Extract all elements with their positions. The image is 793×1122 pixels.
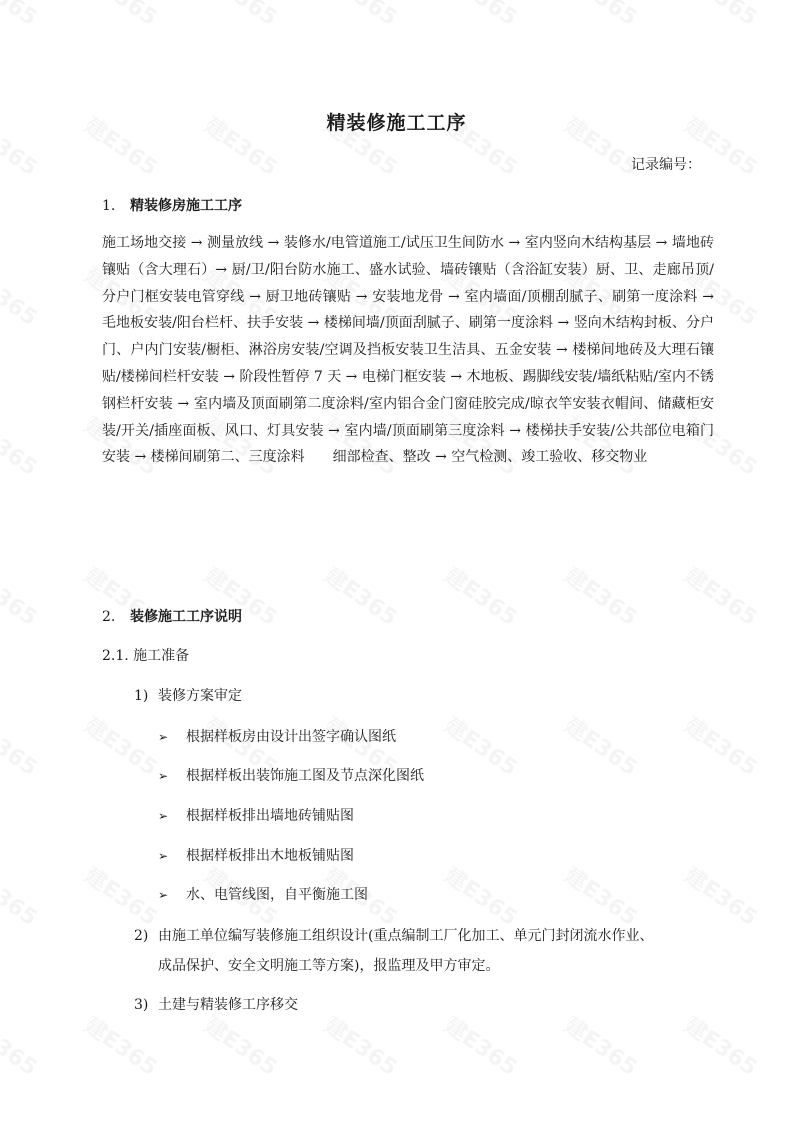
section-1-title: 精装修房施工工序	[130, 198, 242, 214]
watermark-text	[559, 709, 645, 782]
watermark-text	[439, 859, 525, 932]
list-item-number: 1)	[134, 688, 149, 704]
watermark-text	[679, 1009, 765, 1082]
watermark-text	[679, 859, 765, 932]
section-1-heading	[102, 195, 242, 215]
watermark-text	[319, 559, 405, 632]
watermark-text	[319, 1009, 405, 1082]
bullet-text: 根据样板房由设计出签字确认图纸	[186, 729, 396, 745]
watermark-text	[0, 709, 44, 782]
watermark-text	[439, 1009, 525, 1082]
watermark-text	[439, 559, 525, 632]
list-item-number: 2)	[134, 928, 149, 944]
list-item	[134, 925, 654, 974]
list-item-text: 装修方案审定	[158, 688, 242, 704]
bullet-item	[158, 845, 354, 865]
section-2-number: 2.	[102, 609, 116, 625]
arrow-bullet-icon: ➢	[158, 809, 169, 823]
watermark-text	[79, 859, 165, 932]
subsection-2-1-heading: 2.1. 施工准备	[102, 648, 190, 664]
section-1-number: 1.	[102, 198, 116, 214]
arrow-bullet-icon: ➢	[158, 730, 169, 744]
watermark-text	[0, 559, 44, 632]
watermark-text	[679, 0, 765, 32]
list-item-number: 3)	[134, 997, 149, 1013]
bullet-text: 根据样板排出木地板铺贴图	[186, 848, 354, 864]
watermark-text	[559, 559, 645, 632]
list-item-text-continued: 成品保护、安全文明施工等方案)，报监理及甲方审定。	[158, 958, 500, 974]
watermark-text	[559, 1009, 645, 1082]
bullet-item	[158, 805, 354, 825]
bullet-item	[158, 765, 424, 785]
watermark-text	[559, 859, 645, 932]
bullet-text: 根据样板出装饰施工图及节点深化图纸	[186, 768, 424, 784]
watermark-text	[439, 0, 525, 32]
arrow-bullet-icon: ➢	[158, 769, 169, 783]
watermark-text	[79, 0, 165, 32]
watermark-text	[79, 709, 165, 782]
document-title: 精装修施工工序	[326, 112, 467, 134]
list-item	[134, 994, 298, 1014]
watermark-text	[559, 0, 645, 32]
watermark-text	[0, 259, 44, 332]
list-item-text: 土建与精装修工序移交	[158, 997, 298, 1013]
watermark-text	[679, 559, 765, 632]
watermark-text	[199, 1009, 285, 1082]
arrow-bullet-icon: ➢	[158, 888, 169, 902]
watermark-text	[0, 1009, 44, 1082]
bullet-item	[158, 884, 368, 904]
bullet-text: 根据样板排出墙地砖铺贴图	[186, 808, 354, 824]
list-item-text: 由施工单位编写装修施工组织设计(重点编制工厂化加工、单元门封闭流水作业、	[158, 928, 654, 944]
bullet-item	[158, 726, 396, 746]
watermark-text	[0, 409, 44, 482]
process-paragraph: 施工场地交接 → 测量放线 → 装修水/电管道施工/试压卫生间防水 → 室内竖向木结构基层 → 墙地砖镶贴（含大理石）→ 厨/卫/阳台防水施工、盛水试验、墙砖镶贴（含浴缸安装）厨、卫、走廊吊顶/分户门框安装电管穿线 → 厨卫地砖镶贴 → 安装地龙骨 → 室内墙面/顶棚刮腻子、刷第一度涂料 → 毛地板安装/阳台栏杆、扶手安装 → 楼梯间墙/顶面刮腻子、刷第一度涂料 → 竖向木结构封板、分户门、户内门安装/橱柜、淋浴房安装/空调及挡板安装卫生洁具、五金安装 → 楼梯间地砖及大理石镶贴/楼梯间栏杆安装 → 阶段性暂停 7 天 → 电梯门框安装 → 木地板、踢脚线安装/墙纸粘贴/室内不锈钢栏杆安装 → 室内墙及顶面刷第二度涂料/室内铝合金门窗硅胶完成/晾衣竿安装衣帽间、储藏柜安装/开关/插座面板、风口、灯具安装 → 室内墙/顶面刷第三度涂料 → 楼梯扶手安装/公共部位电箱门安装 → 楼梯间刷第二、三度涂料 细部检查、整改 → 空气检测、竣工验收、移交物业	[102, 235, 714, 466]
watermark-text	[79, 1009, 165, 1082]
section-2-heading	[102, 606, 242, 626]
list-item	[134, 685, 242, 705]
watermark-text	[199, 0, 285, 32]
arrow-bullet-icon: ➢	[158, 849, 169, 863]
section-2-title: 装修施工工序说明	[130, 609, 242, 625]
watermark-text	[679, 709, 765, 782]
watermark-text	[0, 0, 44, 32]
watermark-text	[0, 859, 44, 932]
record-number-label: 记录编号：	[631, 157, 701, 173]
watermark-text	[319, 0, 405, 32]
watermark-text	[439, 709, 525, 782]
bullet-text: 水、电管线图，自平衡施工图	[186, 887, 368, 903]
